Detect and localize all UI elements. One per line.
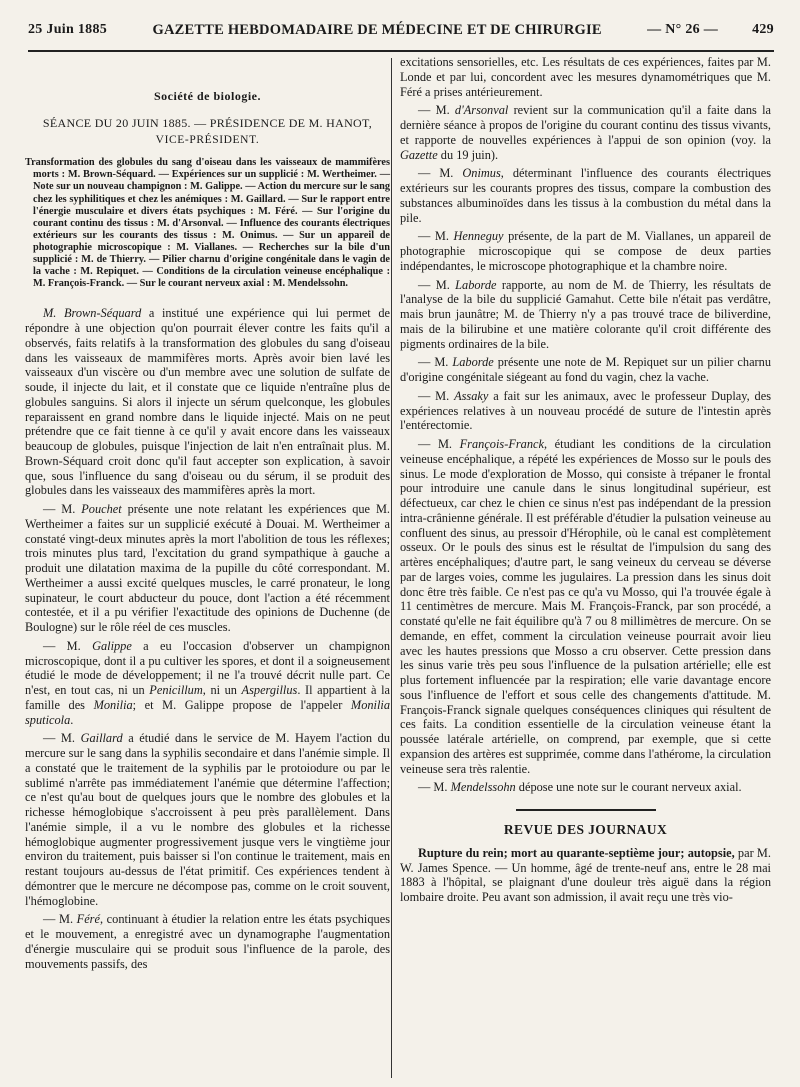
paragraph-pouchet: — M. Pouchet présente une note relatant les expériences que M. Wertheimer a faites sur un supplicié exécuté à Douai. M. Wertheimer a constaté vingt-deux minutes après la mort l'abolition de tous les réflexes; trois minutes plus tard, l'excitation du grand sympathique à gauche a produit une dilatation maxima de la pupille du côté correspondant. M. Wertheimer a aussi excité quelques muscles, le carré pronateur, le long supinateur, le court abducteur du pouce, dont l'action a été récemment contestée, et il a pu vérifier l'exactitude des opinions de Duchenne (de Boulogne) sur le rôle réel de ces muscles. [25, 502, 391, 635]
session-heading: SÉANCE DU 20 JUIN 1885. — PRÉSIDENCE DE M. HANOT, [42, 115, 373, 130]
running-header [28, 10, 774, 52]
issue-date: 25 Juin 1885 [28, 22, 108, 37]
section-heading: Société de biologie. [154, 89, 261, 103]
paragraph-rupture: Rupture du rein; mort au quarante-septième jour; autopsie, par M. W. James Spence. — Un homme, âgé de trente-neuf ans, entre le 28 mai 1883 à l'hôpital, se plaignant d'une douleur très aiguë dans la région lombaire droite. Peu avant son admission, il avait reçu une très vio- [400, 845, 771, 904]
page-number: 429 [752, 22, 774, 37]
paragraph-continuation: excitations sensorielles, etc. Les résultats de ces expériences, faites par M. Londe et par lui, concordent avec les mesures dynamométriques que M. Féré a prises antérieurement. [400, 55, 771, 99]
right-column [400, 55, 771, 909]
session-vice-president: VICE-PRÉSIDENT. [155, 133, 260, 146]
paragraph-onimus: — M. Onimus, déterminant l'influence des courants électriques extérieurs sur les courants propres des tissus, compare la combustion des substances albuminoïdes dans les tissus à la combustion du métal dans la pile. [400, 166, 771, 225]
issue-number: — N° 26 — [647, 22, 719, 37]
paragraph-laborde-1: — M. Laborde rapporte, au nom de M. de Thierry, les résultats de l'analyse de la bile du supplicié Gamahut. Cette bile n'était pas verdâtre, mais brun jaunâtre; M. de Thierry n'y a pas trouvé trace de biliverdine, mais de la bilirubine et une matière colorante qu'il croit différente des pigments ordinaires de la bile. [400, 277, 771, 351]
paragraph-gaillard: — M. Gaillard a étudié dans le service de M. Hayem l'action du mercure sur le sang dans la syphilis secondaire et dans l'anémie simple. Il a constaté que le traitement de la syphilis par le protoiodure ou par le sublimé n'arrête pas immédiatement l'anémie que détermine l'affection; ce n'est qu'au bout de quelques jours que le nombre des globules et la richesse hémoglobique s'accroissent à peu près parallèlement. Dans l'anémie simple, il a vu le nombre des globules et la richesse hémoglobique augmenter progressivement jusque vers le vingtième jour environ du traitement, puis baisser si l'on continue le traitement, mais en restant toujours au-dessus de l'état primitif. Ces expériences tendent à démontrer que le mercure ne décompose pas, comme on le croit souvent, l'hémoglobine. [25, 731, 391, 908]
paragraph-fere: — M. Féré, continuant à étudier la relation entre les états psychiques et le mouvement, a enregistré avec un dynamographe l'augmentation d'énergie musculaire qui se produit sous l'influence de la parole, des mouvements passifs, des [25, 912, 390, 971]
section-heading-revue: REVUE DES JOURNAUX [503, 822, 668, 837]
session-summary: Transformation des globules du sang d'oiseau dans les vaisseaux de mammifères morts : M. Brown-Séquard. — Expériences sur un supplicié : M. Wertheimer. — Note sur un nouveau champignon : M. Galippe. — Action du mercure sur le sang chez les syphilitiques et chez les anémiques : M. Gaillard. — Sur le rapport entre l'énergie musculaire et divers états psychiques : M. Féré. — Sur l'origine du courant continu des tissus : M. d'Arsonval. — Influence des courants électriques extérieurs sur les courants des tissus : M. Onimus. — Sur un appareil de photographie microscopique : M. Viallanes. — Recherches sur la bile d'un supplicié : M. de Thierry. — Pilier charnu d'origine congénitale dans le vagin de la vache : M. Repiquet. — Conditions de la circulation veineuse encéphalique : M. François-Franck. — Sur le courant nerveux axial : M. Mendelssohn. [25, 157, 390, 290]
header-right [647, 22, 774, 38]
paragraph-laborde-2: — M. Laborde présente une note de M. Repiquet sur un pilier charnu d'origine congénitale siégeant au fond du vagin, chez la vache. [400, 355, 772, 384]
paragraph-galippe: — M. Galippe a eu l'occasion d'observer un champignon microscopique, dont il a pu cultiver les spores, et dont il a soigneusement étudié le mode de développement; il ne l'a trouvé décrit nulle part. Ce n'est, en tout cas, ni un Penicillum, ni un Aspergillus. Il appartient à la famille des Monilia; et M. Galippe propose de l'appeler Monilia sputicola. [25, 638, 391, 727]
left-column [25, 55, 390, 975]
paragraph-assaky: — M. Assaky a fait sur les animaux, avec le professeur Duplay, des expériences relatives à un nouveau procédé de suture de l'intestin après l'entérectomie. [400, 388, 771, 433]
paragraph-henneguy: — M. Henneguy présente, de la part de M. Viallanes, un appareil de photographie microscopique qui se compose de deux parties indépendantes, le microscope photographique et la chambre noire. [400, 229, 772, 273]
paragraph-brown-sequard: M. Brown-Séquard a institué une expérience qui lui permet de répondre à une objection qu'on pourrait élever contre les faits qu'il a observés, faits relatifs à la transformation des globules du sang d'oiseau dans les vaisseaux de mammifères morts. Après avoir bien lavé les vaisseaux d'un viscère ou d'un membre avec une solution de sulfate de soude, il injecte du lait, et il constate que ce liquide n'entraîne plus de globules sanguins. Si alors il injecte un sérum quelconque, les globules reparaissent en grand nombre dans le liquide injecté. Mais on ne peut prétendre que ce fait tienne à ce qu'il y avait encore dans les vaisseaux beaucoup de globules, puisque l'injection de lait n'en entraînait plus. M. Brown-Séquard croit donc qu'il faut accepter son explication, à savoir que, sous l'influence du sang d'oiseau ou du sérum, il se produit des globules dans les vaisseaux des mammifères après la mort. [25, 306, 390, 498]
column-divider [391, 58, 392, 1078]
section-separator [516, 809, 656, 811]
paragraph-francois-franck: — M. François-Franck, étudiant les conditions de la circulation veineuse encéphalique, a répété les expériences de Mosso sur le pouls des sinus. Le mode d'exploration de Mosso, qui consiste à trépaner le frontal pour introduire une canule dans le sinus longitudinal supérieur, est défectueux, car chez le chien ce sinus n'est pas indépendant de la pression intra-crânienne générale. Il est préférable d'étudier la pulsation veineuse au confluent des sinus, au pressoir d'Hérophile, où le canal est complètement osseux. Or le pouls des sinus est le résultat de l'impulsion du sang des artères encéphaliques; d'autre part, le sang veineux du cerveau se déverse par de larges voies, comme les jugulaires. La pression dans les sinus doit donc être très faible. Ce n'est pas ce qu'a vu Mosso, qui l'a trouvée égale à 11 centimètres de mercure. Mais M. François-Franck, par son procédé, a constaté qu'elle ne fait équilibre qu'à 7 ou 8 millimètres de mercure. On se demande, en effet, comment la circulation veineuse pourrait avoir lieu avec les hautes pressions que Mosso a cru observer. Cette pression dans les sinus varie très peu sous l'influence de la pulsation artérielle; elle est plus fortement influencée par la respiration; elle varie davantage encore sous l'influence de l'effort et sous celle des changements d'attitude. M. François-Franck signale quelques conséquences cliniques qui résultent de ces faits. La condition essentielle de la circulation veineuse étant la poussée latérale artérielle, on comprend, par exemple, que si cette expansion des artères est supprimée, comme dans l'athérome, la circulation veineuse sera très ralentie. [400, 437, 771, 776]
journal-title: GAZETTE HEBDOMADAIRE DE MÉDECINE ET DE CHIRURGIE [152, 21, 602, 38]
paragraph-darsonval: — M. d'Arsonval revient sur la communication qu'il a faite dans la dernière séance à propos de l'origine du courant continu des tissus vivants, et rapporte de nouvelles expériences à l'appui de son opinion (voy. la Gazette du 19 juin). [400, 103, 772, 162]
paragraph-mendelssohn: — M. Mendelssohn dépose une note sur le courant nerveux axial. [418, 780, 742, 795]
